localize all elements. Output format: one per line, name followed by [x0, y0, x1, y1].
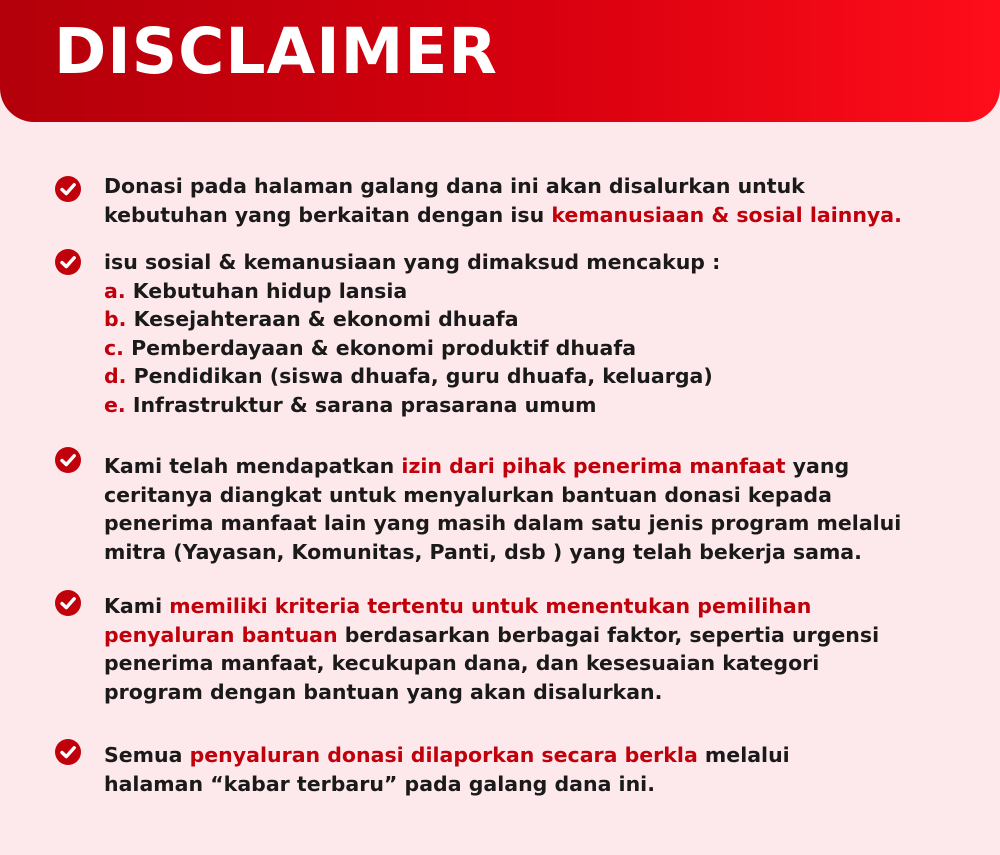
- check-circle-icon: [54, 589, 82, 617]
- disclaimer-text-4: Kami memiliki kriteria tertentu untuk menentukan pemilihan penyaluran bantuan berdasarkan berbagai faktor, sepertia urgensi penerima manfaat, kecukupan dana, dan kesesuaian kategori program dengan bantuan yang akan disalurkan.: [104, 594, 880, 704]
- list-item: b. Kesejahteraan & ekonomi dhuafa: [104, 307, 519, 331]
- list-item: e. Infrastruktur & sarana prasarana umum: [104, 392, 597, 417]
- list-item: d. Pendidikan (siswa dhuafa, guru dhuafa, keluarga): [104, 364, 713, 388]
- list-item: a. Kebutuhan hidup lansia: [104, 278, 408, 303]
- disclaimer-text-1: Donasi pada halaman galang dana ini akan disalurkan untuk kebutuhan yang berkaitan dengan isu kemanusiaan & sosial lainnya.: [104, 174, 902, 227]
- check-circle-icon: [54, 446, 82, 474]
- header-banner: [0, 0, 1000, 122]
- check-circle-icon: [54, 248, 82, 276]
- disclaimer-text-5: Semua penyaluran donasi dilaporkan secara berkla melalui halaman “kabar terbaru” pada galang dana ini.: [104, 743, 790, 796]
- page-title: DISCLAIMER: [54, 15, 498, 88]
- check-circle-icon: [54, 175, 82, 203]
- disclaimer-text-2: isu sosial & kemanusiaan yang dimaksud mencakup : a. Kebutuhan hidup lansia b. Kesejahteraan & ekonomi dhuafa c. Pemberdayaan & ekonomi produktif dhuafa d. Pendidikan (siswa dhuafa, guru dhuafa, keluarga) e. Infrastruktur & sarana prasarana umum: [104, 248, 984, 419]
- list-item: c. Pemberdayaan & ekonomi produktif dhuafa: [104, 335, 637, 360]
- check-circle-icon: [54, 738, 82, 766]
- disclaimer-text-3: Kami telah mendapatkan izin dari pihak penerima manfaat yang ceritanya diangkat untuk menyalurkan bantuan donasi kepada penerima manfaat lain yang masih dalam satu jenis program melalui mitra (Yayasan, Komunitas, Panti, dsb ) yang telah bekerja sama.: [104, 454, 902, 564]
